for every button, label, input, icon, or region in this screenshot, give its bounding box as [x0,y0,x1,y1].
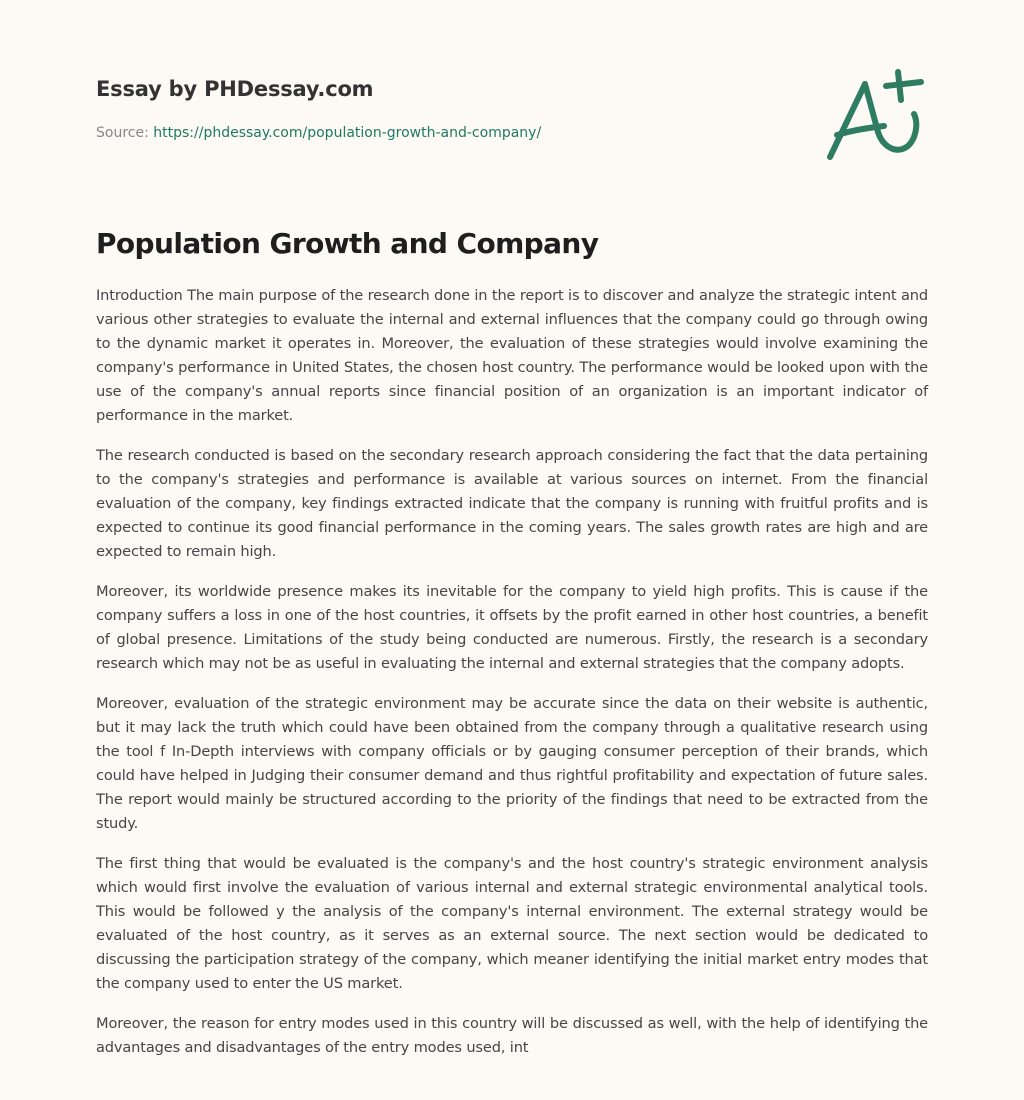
essay-paragraph: Moreover, its worldwide presence makes its inevitable for the company to yield high profits. This is cause if the company suffers a loss in one of the host countries, it offsets by the profit earned in other host countries, a benefit of global presence. Limitations of the study being conducted are numerous. Firstly, the research is a secondary research which may not be as useful in evaluating the internal and external strategies that the company adopts. [96,583,928,672]
essay-paragraph: The research conducted is based on the secondary research approach considering the fact that the data pertaining to the company's strategies and performance is available at various sources on internet. From the financial evaluation of the company, key findings extracted indicate that the company is running with fruitful profits and is expected to continue its good financial performance in the coming years. The sales growth rates are high and are expected to remain high. [96,447,928,560]
essay-paragraph: Moreover, evaluation of the strategic environment may be accurate since the data on their website is authentic, but it may lack the truth which could have been obtained from the company through a qualitative research using the tool f In-Depth interviews with company officials or by gauging consumer perception of their brands, which could have helped in Judging their consumer demand and thus rightful profitability and expectation of future sales. The report would mainly be structured according to the priority of the findings that need to be extracted from the study. [96,695,928,832]
essay-title: Population Growth and Company [96,227,599,260]
essay-paragraph: The first thing that would be evaluated is the company's and the host country's strategic environment analysis which would first involve the evaluation of various internal and external strategic environmental analytical tools. This would be followed y the analysis of the company's internal environment. The external strategy would be evaluated of the host country, as it serves as an external source. The next section would be dedicated to discussing the participation strategy of the company, which meaner identifying the initial market entry modes that the company used to enter the US market. [96,855,928,992]
source-label: Source: [96,125,149,141]
essay-paragraph: Moreover, the reason for entry modes used in this country will be discussed as well, with the help of identifying the advantages and disadvantages of the entry modes used, int [96,1015,928,1056]
essay-body [96,284,928,1076]
source-link[interactable]: https://phdessay.com/population-growth-and-company/ [153,125,542,141]
a-plus-grade-icon [818,62,933,167]
essay-paragraph: Introduction The main purpose of the research done in the report is to discover and analyze the strategic intent and various other strategies to evaluate the internal and external influences that the company could go through owing to the dynamic market it operates in. Moreover, the evaluation of these strategies would involve examining the company's performance in United States, the chosen host country. The performance would be looked upon with the use of the company's annual reports since financial position of an organization is an important indicator of performance in the market. [96,287,928,424]
page-header [96,74,796,142]
source-line [96,124,796,142]
site-title: Essay by PHDessay.com [96,77,374,101]
